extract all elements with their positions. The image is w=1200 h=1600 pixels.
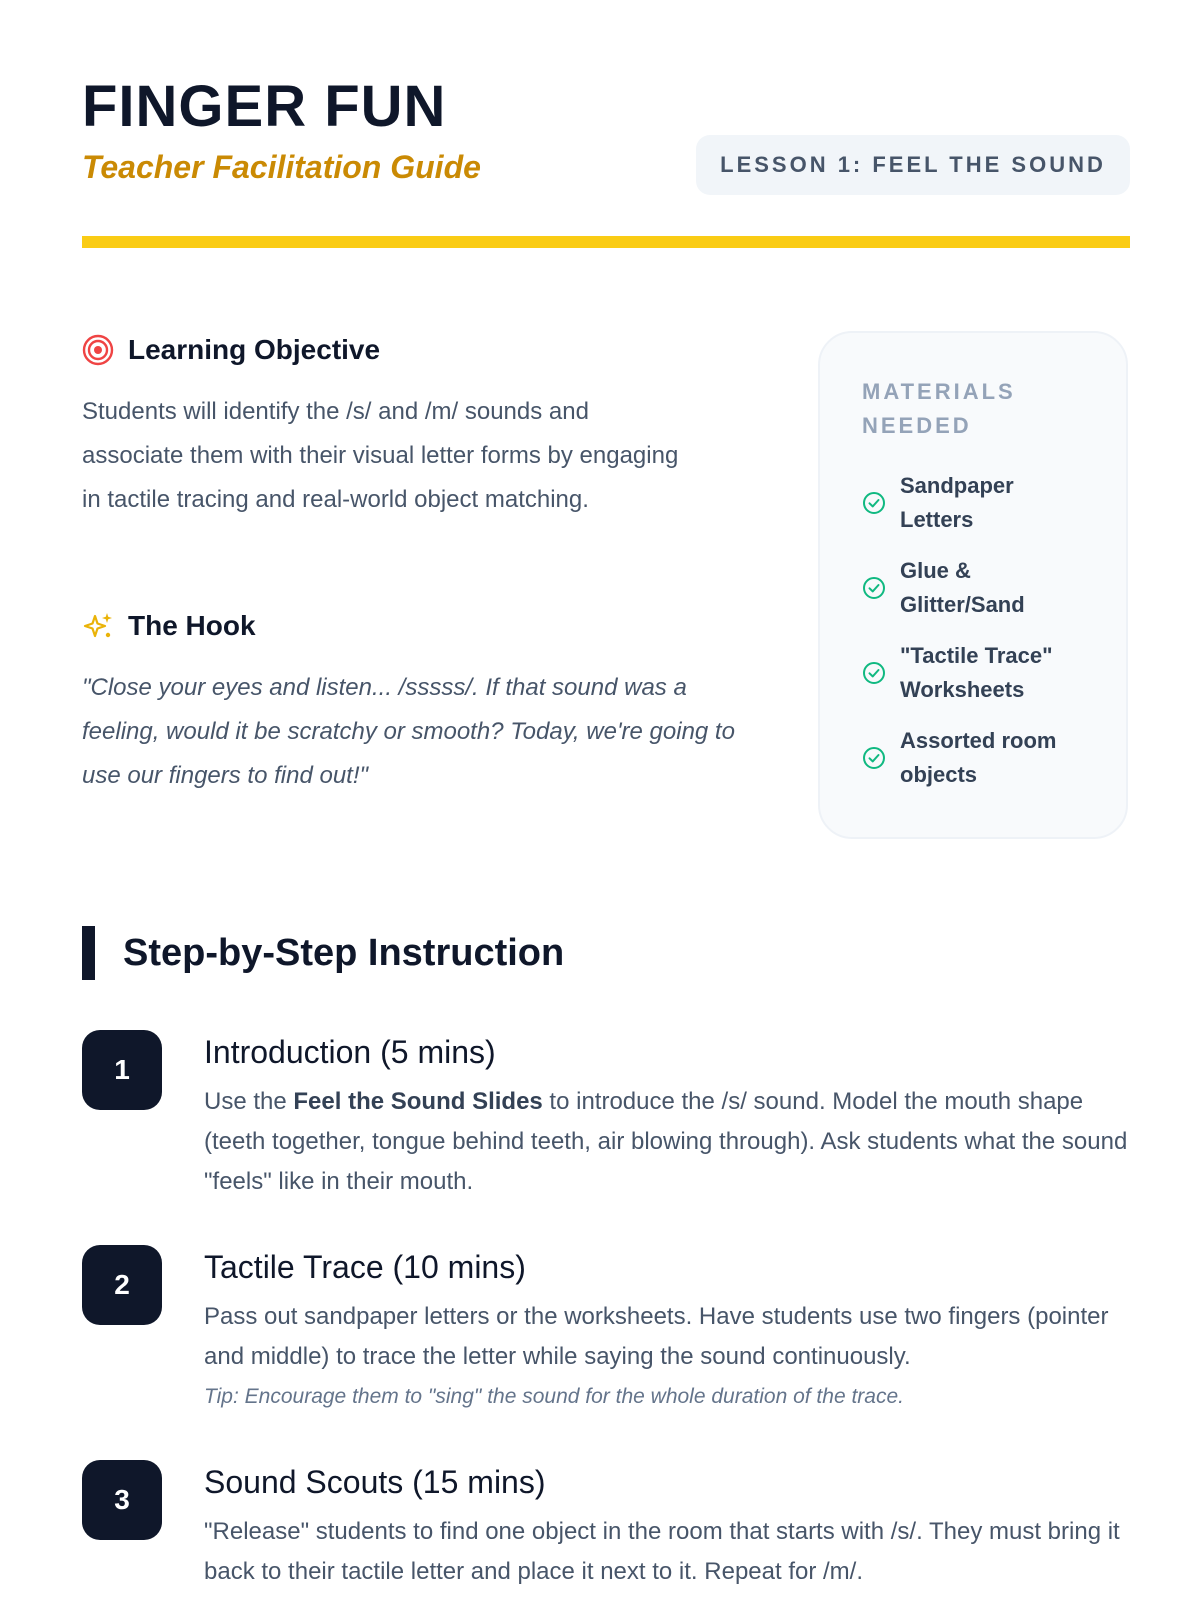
step-body-text: Pass out sandpaper letters or the worksheets. Have students use two fingers (pointer and middle) to trace the letter while saying the sound continuously. <box>204 1303 1109 1370</box>
materials-title: MATERIALS NEEDED <box>862 379 1016 438</box>
materials-item <box>862 724 1092 792</box>
sparkles-icon <box>82 610 114 642</box>
step-body-text: to introduce the /s/ sound. Model the mouth shape (teeth together, tongue behind teeth, air blowing through). Ask students what the sound "feels" like in their mouth. <box>204 1088 1128 1195</box>
materials-item-label: Sandpaper Letters <box>900 473 1014 532</box>
materials-item-label: Glue & Glitter/Sand <box>900 558 1025 617</box>
step-item <box>82 1460 1130 1600</box>
objective-heading <box>82 334 380 366</box>
step-title: Tactile Trace (10 mins) <box>204 1249 526 1285</box>
step-number: 3 <box>82 1460 162 1540</box>
step-title: Introduction (5 mins) <box>204 1034 496 1070</box>
hook-heading <box>82 610 256 642</box>
check-circle-icon <box>862 576 886 600</box>
hook-quote: "Close your eyes and listen... /sssss/. If that sound was a feeling, would it be scratchy or smooth? Today, we're going to use our fingers to find out!" <box>82 674 735 789</box>
materials-item-label: "Tactile Trace" Worksheets <box>900 643 1053 702</box>
hook-heading-label: The Hook <box>128 610 256 641</box>
check-circle-icon <box>862 661 886 685</box>
step-number: 2 <box>82 1245 162 1325</box>
page-title: FINGER FUN <box>82 74 447 139</box>
materials-card <box>818 331 1128 839</box>
check-circle-icon <box>862 491 886 515</box>
step-number: 1 <box>82 1030 162 1110</box>
objective-heading-label: Learning Objective <box>128 334 381 365</box>
step-body-emphasis: Feel the Sound Slides <box>293 1088 543 1115</box>
step-tip: Tip: Encourage them to "sing" the sound for the whole duration of the trace. <box>204 1385 904 1408</box>
objective-text: Students will identify the /s/ and /m/ sounds and associate them with their visual letter forms by engaging in tactile tracing and real-world object matching. <box>82 398 679 513</box>
header-divider <box>82 236 1130 248</box>
steps-heading-label: Step-by-Step Instruction <box>123 931 565 974</box>
step-body-text: Use the <box>204 1088 294 1115</box>
page-subtitle: Teacher Facilitation Guide <box>82 149 481 185</box>
lesson-badge: LESSON 1: FEEL THE SOUND <box>696 135 1130 195</box>
check-circle-icon <box>862 746 886 770</box>
step-body: "Release" students to find one object in the room that starts with /s/. They must bring it back to their tactile letter and place it next to it. Repeat for /m/. <box>204 1518 1120 1585</box>
steps-heading <box>82 926 564 980</box>
target-icon <box>82 334 114 366</box>
step-body <box>204 1297 1132 1417</box>
materials-item-label: Assorted room objects <box>900 728 1057 787</box>
materials-item <box>862 554 1092 622</box>
steps-heading-accent <box>82 926 95 980</box>
materials-item <box>862 639 1092 707</box>
step-body <box>204 1082 1132 1202</box>
materials-item <box>862 469 1092 537</box>
step-item <box>82 1030 1130 1210</box>
step-item <box>82 1245 1130 1425</box>
step-title: Sound Scouts (15 mins) <box>204 1464 546 1500</box>
